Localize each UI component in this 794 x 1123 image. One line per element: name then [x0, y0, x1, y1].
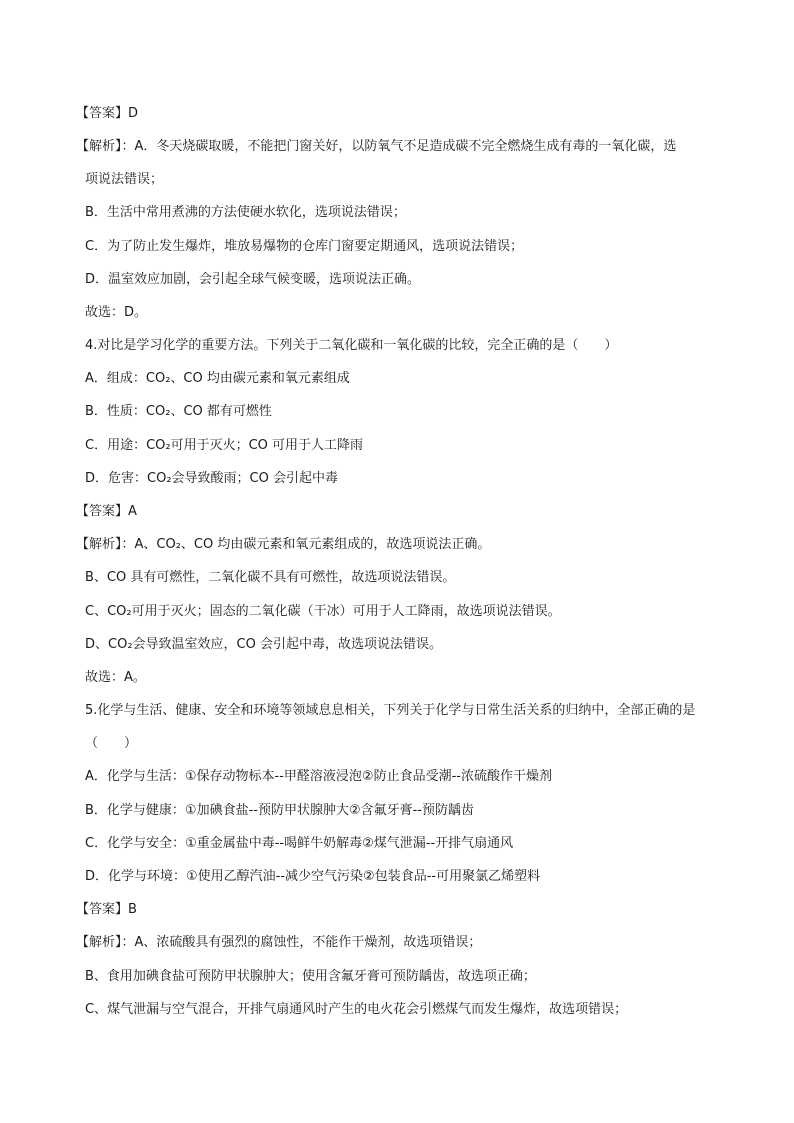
q3-answer: 【答案】D: [76, 106, 139, 121]
q4-analysis-line: D、CO₂会导致温室效应，CO 会引起中毒，故选项说法错误。: [85, 637, 442, 652]
q4-option-b: B．性质：CO₂、CO 都有可燃性: [85, 404, 272, 419]
q3-analysis-line: D．温室效应加剧，会引起全球气候变暖，选项说法正确。: [85, 272, 421, 287]
q5-answer: 【答案】B: [76, 902, 137, 917]
q3-choice: 故选：D。: [85, 305, 148, 320]
q4-answer: 【答案】A: [76, 504, 137, 519]
q4-option-c: C．用途：CO₂可用于灭火；CO 可用于人工降雨: [85, 438, 364, 453]
q5-analysis-line: C、煤气泄漏与空气混合，开排气扇通风时产生的电火花会引燃煤气而发生爆炸，故选项错误；: [85, 1002, 628, 1017]
q3-analysis-line: B．生活中常用煮沸的方法使硬水软化，选项说法错误；: [85, 205, 406, 220]
q4-analysis-line: C、CO₂可用于灭火；固态的二氧化碳（干冰）可用于人工降雨，故选项说法错误。: [85, 604, 561, 619]
q5-option-a: A．化学与生活：①保存动物标本--甲醛溶液浸泡②防止食品受潮--浓硫酸作干燥剂: [85, 769, 552, 784]
q4-stem: 4.对比是学习化学的重要方法。下列关于二氧化碳和一氧化碳的比较，完全正确的是（ ）: [85, 338, 618, 353]
q4-analysis-line: 【解析】：A、CO₂、CO 均由碳元素和氧元素组成的，故选项说法正确。: [76, 537, 491, 552]
q3-analysis-line: 项说法错误；: [85, 172, 164, 187]
q4-option-a: A．组成：CO₂、CO 均由碳元素和氧元素组成: [85, 371, 350, 386]
q4-option-d: D．危害：CO₂会导致酸雨；CO 会引起中毒: [85, 471, 338, 486]
q5-analysis-line: 【解析】：A、浓硫酸具有强烈的腐蚀性，不能作干燥剂，故选项错误；: [76, 935, 482, 950]
q5-analysis-line: B、食用加碘食盐可预防甲状腺肿大；使用含氟牙膏可预防龋齿，故选项正确；: [85, 969, 536, 984]
q5-stem: 5.化学与生活、健康、安全和环境等领域息息相关，下列关于化学与日常生活关系的归纳中，全部正确的是: [85, 703, 696, 718]
q3-analysis-line: C．为了防止发生爆炸，堆放易爆物的仓库门窗要定期通风，选项说法错误；: [85, 239, 524, 254]
q5-option-d: D．化学与环境：①使用乙醇汽油--减少空气污染②包装食品--可用聚氯乙烯塑料: [85, 869, 541, 884]
q4-choice: 故选：A。: [85, 670, 146, 685]
q4-analysis-line: B、CO 具有可燃性，二氧化碳不具有可燃性，故选项说法错误。: [85, 570, 456, 585]
q5-option-b: B．化学与健康：①加碘食盐--预防甲状腺肿大②含氟牙膏--预防龋齿: [85, 803, 474, 818]
q3-analysis-line: 【解析】：A．冬天烧碳取暖，不能把门窗关好，以防氧气不足造成碳不完全燃烧生成有毒的一氧化碳，选: [76, 139, 677, 154]
q5-option-c: C．化学与安全：①重金属盐中毒--喝鲜牛奶解毒②煤气泄漏--开排气扇通风: [85, 836, 514, 851]
q5-stem-blank: （ ）: [85, 736, 138, 751]
